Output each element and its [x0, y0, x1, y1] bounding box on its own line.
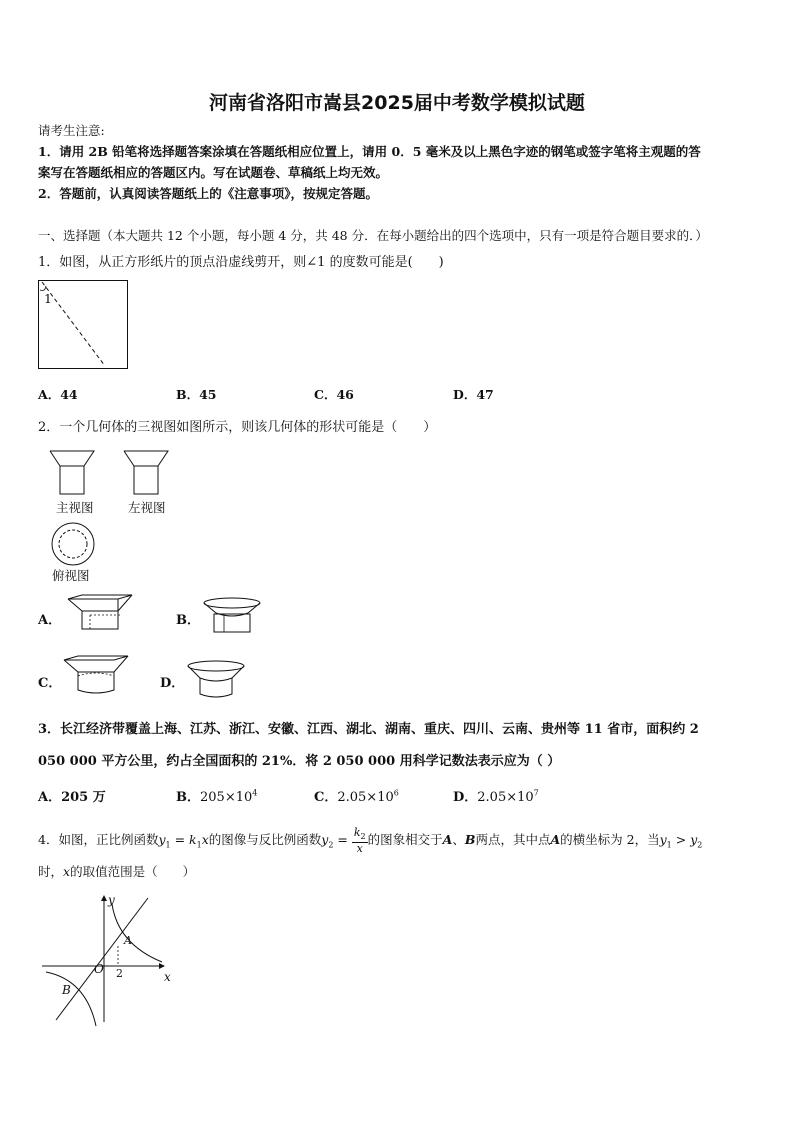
- q2-option-d-figure: [186, 660, 246, 702]
- q2-option-c[interactable]: C．: [38, 676, 62, 691]
- graph-x-label: x: [164, 970, 171, 984]
- section-heading: 一、选择题（本大题共 12 个小题，每小题 4 分，共 48 分．在每小题给出的四个选项中，只有一项是符合题目要求的．）: [38, 228, 708, 243]
- q1-stem: 1．如图，从正方形纸片的顶点沿虚线剪开，则∠1 的度数可能是( ): [38, 255, 444, 270]
- q2-option-a-figure: [66, 595, 134, 633]
- side-view-figure: [122, 448, 172, 496]
- q1-option-c[interactable]: C．46: [314, 387, 354, 402]
- notice-line-1b: 案写在答题纸相应的答题区内。写在试题卷、草稿纸上均无效。: [38, 165, 389, 180]
- q2-option-a[interactable]: A．: [38, 613, 62, 628]
- front-view-label: 主视图: [56, 500, 94, 515]
- q2-option-b[interactable]: B．: [176, 613, 200, 628]
- q3-option-a[interactable]: A．205 万: [38, 790, 106, 805]
- q2-stem: 2．一个几何体的三视图如图所示，则该几何体的形状可能是（ ）: [38, 420, 437, 435]
- graph-point-b-label: B: [62, 983, 71, 997]
- side-view-label: 左视图: [128, 500, 166, 515]
- graph-origin-label: O: [94, 962, 104, 976]
- page-title: 河南省洛阳市嵩县2025届中考数学模拟试题: [209, 92, 585, 114]
- top-view-label: 俯视图: [52, 568, 90, 583]
- q2-option-d[interactable]: D．: [160, 676, 185, 691]
- q4-graph-figure: [42, 892, 182, 1027]
- notice-heading: 请考生注意:: [38, 123, 105, 138]
- top-view-figure: [49, 520, 97, 568]
- q3-option-b[interactable]: B．$205\times 10^4$: [176, 788, 258, 805]
- notice-line-1a: 1．请用 2B 铅笔将选择题答案涂填在答题纸相应位置上，请用 0．5 毫米及以上黑色字迹的钢笔或签字笔将主观题的答: [38, 144, 701, 159]
- graph-tick-2: 2: [116, 967, 123, 980]
- graph-y-label: y: [108, 893, 115, 907]
- angle-1-label: 1: [44, 291, 52, 306]
- q3-line-2: 050 000 平方公里，约占全国面积的 21%．将 2 050 000 用科学记数法表示应为（ ）: [38, 754, 561, 769]
- q3-option-c[interactable]: C．$2.05\times 10^6$: [314, 788, 399, 805]
- hyperbola-branch-2: [46, 972, 96, 1026]
- q2-option-c-figure: [62, 656, 132, 698]
- front-view-figure: [48, 448, 98, 496]
- q1-option-a[interactable]: A．44: [38, 387, 78, 402]
- q3-line-1: 3．长江经济带覆盖上海、江苏、浙江、安徽、江西、湖北、湖南、重庆、四川、云南、贵州等 11 省市，面积约 2: [38, 722, 699, 737]
- line-y1: [56, 898, 148, 1020]
- q4-line-2: 时，x的取值范围是（ ）: [38, 864, 196, 879]
- angle-arc: [40, 286, 46, 291]
- notice-line-2: 2．答题前，认真阅读答题纸上的《注意事项》，按规定答题。: [38, 186, 378, 201]
- q1-option-b[interactable]: B．45: [176, 387, 217, 402]
- graph-point-a-label: A: [124, 934, 132, 947]
- q3-option-d[interactable]: D．$2.05\times 10^7$: [453, 788, 539, 805]
- q2-option-b-figure: [202, 597, 262, 637]
- q1-option-d[interactable]: D．47: [453, 387, 494, 402]
- q4-line-1: 4．如图，正比例函数$y_1 = k_1x$的图像与反比例函数$y_2$ = $\frac{k_2}{x}$ 的图象相交于A、B两点，其中点A的横坐标为 2，当$y_1 > y_2$: [38, 826, 703, 856]
